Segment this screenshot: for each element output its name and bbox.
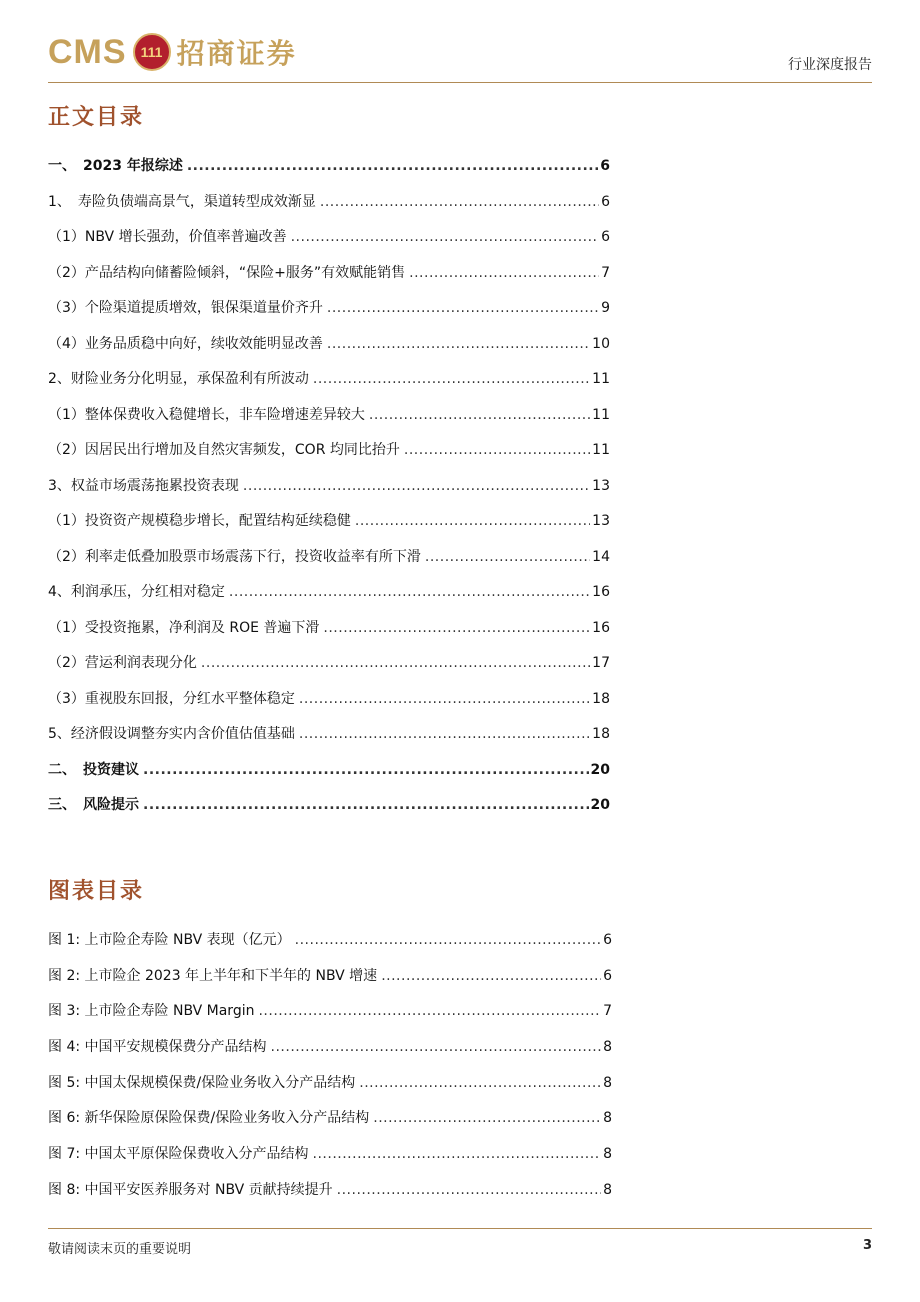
figure-entry-page: 8 <box>603 1074 612 1091</box>
toc-entry-label: 4、利润承压，分红相对稳定 <box>48 584 225 600</box>
dot-leader <box>299 689 590 709</box>
header-divider <box>48 82 872 83</box>
logo-badge-icon: 111 <box>133 33 171 71</box>
toc-entry-page: 17 <box>592 655 610 671</box>
toc-entry[interactable] <box>48 298 610 334</box>
company-logo <box>48 32 297 72</box>
toc-entry-page: 7 <box>601 264 610 281</box>
figure-entry[interactable] <box>48 930 612 966</box>
dot-leader <box>425 547 590 567</box>
toc-entry-page: 11 <box>592 442 610 458</box>
toc-entry-page: 18 <box>592 726 610 742</box>
figure-entry[interactable] <box>48 1073 612 1109</box>
figure-entry[interactable] <box>48 1001 612 1037</box>
toc-entry[interactable] <box>48 582 610 618</box>
toc-entry-page: 16 <box>592 584 610 600</box>
toc-entry-page: 6 <box>601 193 610 210</box>
page-header <box>48 28 872 84</box>
page-number: 3 <box>862 1238 872 1253</box>
dot-leader <box>143 760 589 780</box>
toc-entry-label: 三、 风险提示 <box>48 797 139 813</box>
toc-entry-label: （3）个险渠道提质增效，银保渠道量价齐升 <box>48 300 323 316</box>
figure-entry-page: 6 <box>603 967 612 984</box>
logo-chinese-text: 招商证券 <box>176 37 297 70</box>
toc-entry[interactable] <box>48 760 610 796</box>
dot-leader <box>201 653 590 673</box>
toc-entry-label: （1）NBV 增长强劲，价值率普遍改善 <box>48 229 287 245</box>
toc-entry[interactable] <box>48 547 610 583</box>
figures-list <box>48 930 612 1216</box>
toc-entry-label: 5、经济假设调整夯实内含价值估值基础 <box>48 726 295 742</box>
toc-entry[interactable] <box>48 405 610 441</box>
dot-leader <box>295 930 601 950</box>
report-type-label: 行业深度报告 <box>788 57 872 73</box>
toc-entry-page: 18 <box>592 690 610 707</box>
toc-entry-label: （3）重视股东回报，分红水平整体稳定 <box>48 690 295 707</box>
dot-leader <box>271 1037 602 1057</box>
dot-leader <box>258 1001 601 1021</box>
toc-entry[interactable] <box>48 476 610 512</box>
figure-entry[interactable] <box>48 1144 612 1180</box>
dot-leader <box>355 511 590 531</box>
dot-leader <box>187 156 598 176</box>
toc-entry[interactable] <box>48 653 610 689</box>
toc-title: 正文目录 <box>48 104 145 130</box>
figure-entry-page: 8 <box>603 1110 612 1127</box>
dot-leader <box>359 1073 601 1093</box>
toc-entry[interactable] <box>48 156 610 192</box>
dot-leader <box>327 334 590 354</box>
dot-leader <box>404 440 590 460</box>
toc-entry[interactable] <box>48 689 610 725</box>
dot-leader <box>323 618 590 638</box>
toc-entry-label: 一、 2023 年报综述 <box>48 158 183 174</box>
figure-entry-label: 图 6: 新华保险原保险保费/保险业务收入分产品结构 <box>48 1110 370 1127</box>
figure-entry[interactable] <box>48 1108 612 1144</box>
toc-entry-label: 1、 寿险负债端高景气，渠道转型成效渐显 <box>48 193 316 210</box>
figure-entry-label: 图 2: 上市险企 2023 年上半年和下半年的 NBV 增速 <box>48 967 378 984</box>
toc-entry[interactable] <box>48 618 610 654</box>
figure-entry-label: 图 8: 中国平安医养服务对 NBV 贡献持续提升 <box>48 1181 333 1198</box>
toc-entry-page: 6 <box>600 158 610 174</box>
figure-entry-page: 7 <box>603 1003 612 1020</box>
figure-entry-label: 图 1: 上市险企寿险 NBV 表现（亿元） <box>48 932 291 948</box>
dot-leader <box>313 369 590 389</box>
toc-entry-label: （4）业务品质稳中向好，续收效能明显改善 <box>48 335 323 352</box>
logo-cms-text: CMS <box>48 32 127 71</box>
toc-entry-page: 6 <box>601 229 610 245</box>
toc-entry-page: 13 <box>592 477 610 494</box>
figure-entry-label: 图 4: 中国平安规模保费分产品结构 <box>48 1039 267 1056</box>
toc-entry-label: （2）产品结构向储蓄险倾斜，“保险+服务”有效赋能销售 <box>48 264 406 281</box>
dot-leader <box>291 227 599 247</box>
dot-leader <box>313 1144 602 1164</box>
toc-entry-label: （2）因居民出行增加及自然灾害频发，COR 均同比抬升 <box>48 442 400 458</box>
dot-leader <box>320 192 599 212</box>
dot-leader <box>373 1108 601 1128</box>
table-of-contents <box>48 156 610 831</box>
dot-leader <box>299 724 590 744</box>
toc-entry-page: 20 <box>590 761 610 778</box>
toc-entry-label: （1）受投资拖累，净利润及 ROE 普遍下滑 <box>48 619 320 636</box>
toc-entry[interactable] <box>48 440 610 476</box>
toc-entry-page: 14 <box>592 548 610 565</box>
figure-entry[interactable] <box>48 966 612 1002</box>
toc-entry-page: 9 <box>601 300 610 316</box>
dot-leader <box>369 405 590 425</box>
toc-entry-page: 20 <box>590 797 610 813</box>
dot-leader <box>229 582 590 602</box>
figure-entry-label: 图 5: 中国太保规模保费/保险业务收入分产品结构 <box>48 1074 356 1091</box>
figure-entry-page: 8 <box>603 1146 612 1163</box>
toc-entry[interactable] <box>48 227 610 263</box>
figure-entry[interactable] <box>48 1180 612 1216</box>
toc-entry-label: 2、财险业务分化明显，承保盈利有所波动 <box>48 371 309 387</box>
toc-entry-page: 10 <box>592 335 610 352</box>
dot-leader <box>143 795 589 815</box>
figures-toc-title: 图表目录 <box>48 878 145 904</box>
toc-entry-label: 3、权益市场震荡拖累投资表现 <box>48 477 239 494</box>
figure-entry-label: 图 7: 中国太平原保险保费收入分产品结构 <box>48 1146 309 1163</box>
toc-entry-page: 11 <box>592 371 610 387</box>
figure-entry-page: 8 <box>603 1039 612 1056</box>
toc-entry[interactable] <box>48 511 610 547</box>
figure-entry-label: 图 3: 上市险企寿险 NBV Margin <box>48 1003 255 1020</box>
toc-entry-label: 二、 投资建议 <box>48 761 139 778</box>
dot-leader <box>243 476 590 496</box>
toc-entry-page: 11 <box>592 406 610 423</box>
dot-leader <box>381 966 601 986</box>
toc-entry-label: （1）整体保费收入稳健增长，非车险增速差异较大 <box>48 406 365 423</box>
toc-entry-label: （2）利率走低叠加股票市场震荡下行，投资收益率有所下滑 <box>48 548 421 565</box>
toc-entry-page: 16 <box>592 619 610 636</box>
toc-entry[interactable] <box>48 192 610 228</box>
toc-entry-label: （2）营运利润表现分化 <box>48 655 197 671</box>
footer-note: 敬请阅读末页的重要说明 <box>48 1242 192 1257</box>
toc-entry[interactable] <box>48 795 610 831</box>
toc-entry[interactable] <box>48 724 610 760</box>
figure-entry-page: 8 <box>603 1181 612 1198</box>
footer-divider <box>48 1228 872 1229</box>
figure-entry[interactable] <box>48 1037 612 1073</box>
toc-entry[interactable] <box>48 263 610 299</box>
toc-entry[interactable] <box>48 369 610 405</box>
dot-leader <box>327 298 599 318</box>
dot-leader <box>409 263 599 283</box>
toc-entry-page: 13 <box>592 513 610 529</box>
toc-entry-label: （1）投资资产规模稳步增长，配置结构延续稳健 <box>48 513 351 529</box>
toc-entry[interactable] <box>48 334 610 370</box>
figure-entry-page: 6 <box>603 932 612 948</box>
dot-leader <box>337 1180 601 1200</box>
